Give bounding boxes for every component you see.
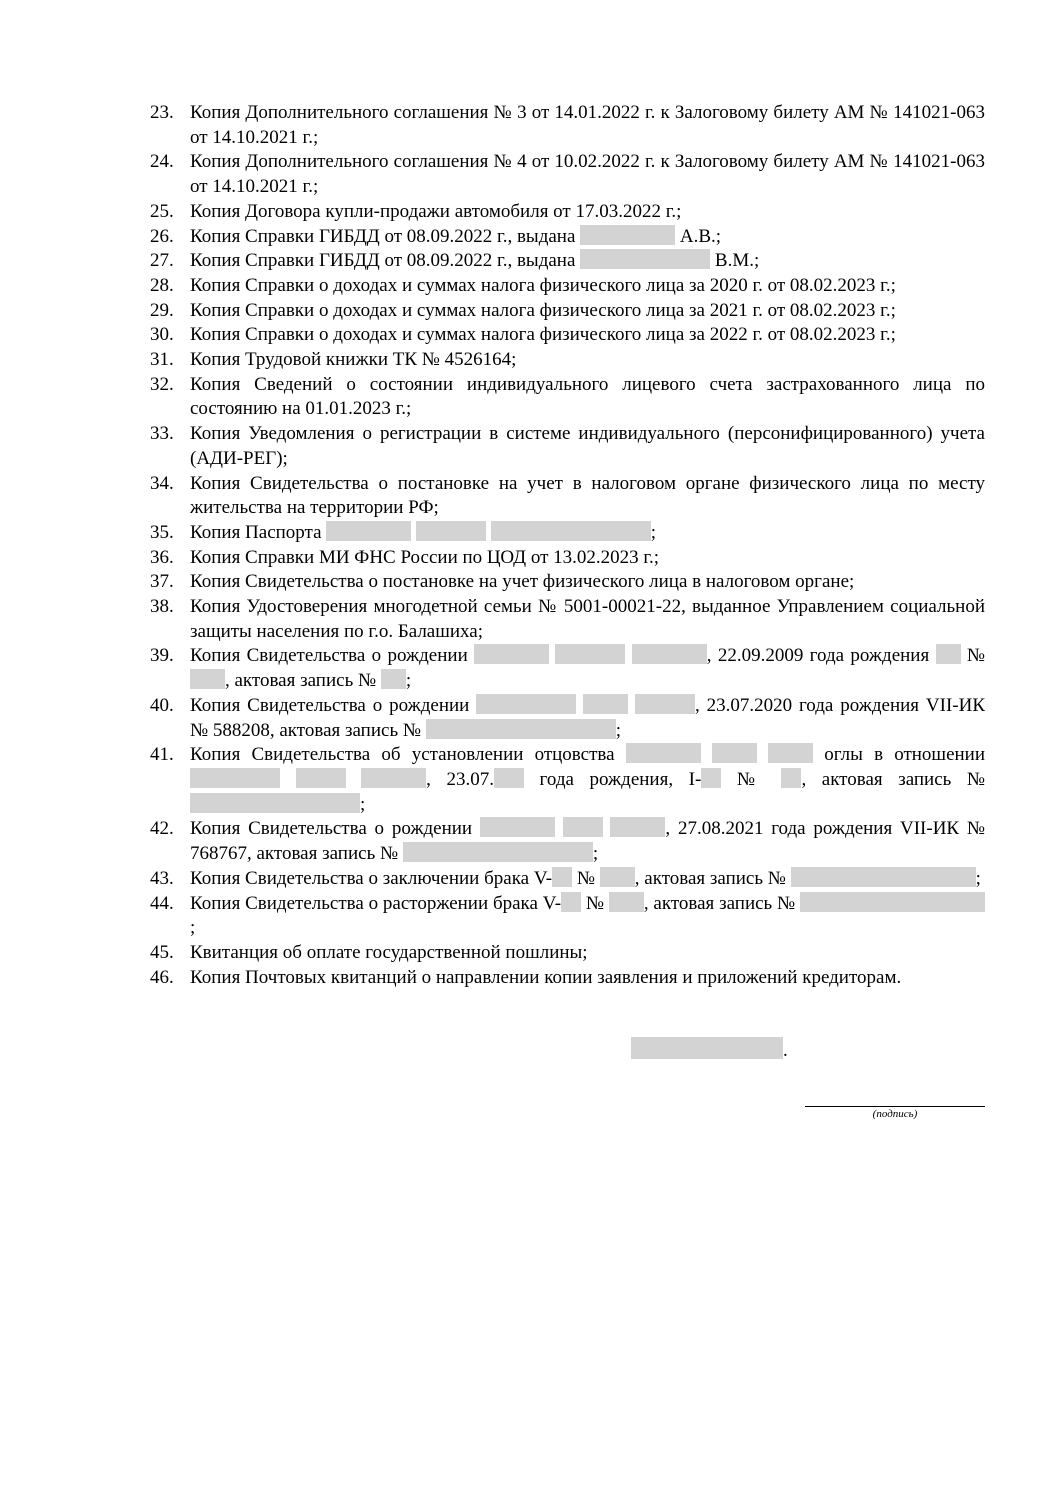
list-item — [150, 101, 985, 150]
item-number: 37. — [150, 571, 174, 593]
item-number: 30. — [150, 324, 174, 346]
text-segment: Копия Удостоверения многодетной семьи № 5001-00021-22, выданное Управлением социальной защиты населения по г.о. Балашиха; — [190, 596, 985, 642]
text-segment: Копия Справки ГИБДД от 08.09.2022 г., выдана — [190, 250, 581, 272]
item-number: 23. — [150, 102, 174, 123]
text-segment: Копия Свидетельства о рождении — [190, 694, 477, 716]
item-text — [190, 941, 985, 966]
redaction-box — [381, 669, 406, 689]
redaction-box — [426, 719, 616, 739]
item-number: 38. — [150, 596, 174, 618]
redaction-box — [480, 817, 555, 837]
text-segment: Копия Почтовых квитанций о направлении копии заявления и приложений кредиторам. — [190, 966, 902, 988]
text-segment: Копия Свидетельства о постановке на учет в налоговом органе физического лица по месту жительства на территории РФ; — [190, 472, 985, 519]
text-segment: , 23.07.2020 года рождения VII-ИК № 588208, актовая запись № — [190, 694, 986, 741]
item-number: 41. — [150, 744, 174, 766]
item-number: 43. — [150, 867, 174, 889]
redaction-box — [583, 694, 628, 714]
item-text — [190, 743, 985, 817]
list-item — [150, 299, 985, 324]
attachments-list — [150, 101, 985, 990]
text-segment — [603, 818, 611, 839]
text-segment: года рождения, I- — [523, 768, 702, 790]
list-item — [150, 225, 985, 250]
text-segment: А.В.; — [675, 225, 722, 247]
text-segment: Копия Справки МИ ФНС России по ЦОД от 13.02.2023 г.; — [190, 546, 660, 568]
item-text — [190, 101, 985, 150]
list-item — [150, 323, 985, 348]
text-segment: , 22.09.2009 года рождения — [706, 645, 936, 667]
redaction-box — [190, 768, 280, 788]
redaction-box — [416, 521, 486, 541]
item-text — [190, 274, 985, 299]
item-number: 42. — [150, 818, 174, 840]
list-item — [150, 249, 985, 274]
redaction-box — [561, 892, 581, 912]
item-number: 26. — [150, 225, 174, 247]
redaction-box — [190, 669, 225, 689]
text-segment — [701, 744, 712, 765]
list-item — [150, 743, 985, 817]
item-text — [190, 348, 985, 373]
list-item — [150, 422, 985, 471]
list-item — [150, 892, 985, 941]
list-item — [150, 373, 985, 422]
item-number: 32. — [150, 373, 174, 395]
item-text — [190, 694, 985, 743]
redaction-box — [701, 768, 721, 788]
item-text — [190, 225, 985, 250]
text-segment: , актовая запись № — [643, 892, 801, 914]
text-segment: Копия Уведомления о регистрации в системе индивидуального (персонифицированного) учета (АДИ-РЕГ); — [190, 423, 985, 469]
list-item — [150, 521, 985, 546]
item-number: 31. — [150, 349, 174, 371]
text-segment: Копия Справки о доходах и суммах налога физического лица за 2022 г. от 08.02.2023 г.; — [190, 324, 896, 346]
redaction-box — [494, 768, 524, 788]
text-segment: ; — [190, 917, 196, 939]
list-item — [150, 644, 985, 693]
item-text — [190, 892, 985, 941]
signature-period: . — [783, 1040, 788, 1061]
redaction-box — [552, 867, 572, 887]
list-item — [150, 941, 985, 966]
item-number: 25. — [150, 200, 174, 222]
item-text — [190, 546, 985, 571]
text-segment: , актовая запись № — [225, 670, 381, 692]
list-item — [150, 570, 985, 595]
item-text — [190, 472, 985, 521]
list-item — [150, 694, 985, 743]
redaction-box — [361, 768, 426, 788]
text-segment: Копия Справки о доходах и суммах налога физического лица за 2021 г. от 08.02.2023 г.; — [190, 299, 896, 321]
list-item — [150, 966, 985, 991]
item-number: 34. — [150, 472, 174, 494]
text-segment — [576, 695, 583, 716]
text-segment: № — [581, 892, 609, 914]
redaction-box — [474, 644, 549, 664]
signature-line — [805, 1106, 985, 1107]
item-number: 39. — [150, 645, 174, 667]
redaction-box — [791, 867, 976, 887]
redaction-box — [600, 867, 635, 887]
text-segment: Копия Дополнительного соглашения № 3 от 14.01.2022 г. к Залоговому билету АМ № 141021-063 от 14.10.2021 г.; — [190, 102, 985, 148]
item-text — [190, 817, 985, 866]
redaction-box — [580, 249, 710, 269]
item-text — [190, 966, 985, 991]
text-segment: Копия Свидетельства о рождении — [190, 818, 480, 840]
text-segment — [757, 744, 768, 765]
redaction-box — [476, 694, 576, 714]
text-segment: ; — [360, 793, 366, 815]
text-segment: Копия Свидетельства о расторжении брака V- — [190, 892, 562, 914]
text-segment: Копия Свидетельства о заключении брака V- — [190, 867, 553, 889]
list-item — [150, 150, 985, 199]
text-segment: В.М.; — [710, 250, 760, 272]
text-segment: Копия Свидетельства об установлении отцовства — [190, 744, 626, 766]
redaction-box — [580, 225, 675, 245]
item-text — [190, 595, 985, 644]
item-number: 46. — [150, 966, 174, 988]
item-text — [190, 644, 985, 693]
text-segment: оглы в отношении — [813, 744, 986, 766]
list-item — [150, 200, 985, 225]
redaction-box — [635, 694, 695, 714]
text-segment: Копия Трудовой книжки ТК № 4526164; — [190, 349, 517, 371]
item-number: 36. — [150, 546, 174, 568]
text-segment: , 27.08.2021 года рождения VII-ИК № 768767, актовая запись № — [190, 818, 985, 865]
item-text — [190, 867, 985, 892]
redaction-box — [936, 644, 961, 664]
redaction-box — [190, 793, 360, 813]
text-segment: Копия Сведений о состоянии индивидуального лицевого счета застрахованного лица по состоянию на 01.01.2023 г.; — [190, 373, 985, 420]
signer-name — [631, 1037, 788, 1062]
text-segment: Копия Справки о доходах и суммах налога физического лица за 2020 г. от 08.02.2023 г.; — [190, 274, 896, 296]
redaction-box — [631, 1037, 783, 1059]
text-segment: ; — [650, 521, 657, 543]
text-segment: Копия Справки ГИБДД от 08.09.2022 г., выдана — [190, 225, 581, 247]
item-number: 44. — [150, 892, 174, 914]
redaction-box — [296, 768, 346, 788]
text-segment: ; — [592, 843, 599, 865]
item-number: 28. — [150, 274, 174, 296]
redaction-box — [563, 817, 603, 837]
item-number: 35. — [150, 521, 174, 543]
text-segment — [628, 695, 635, 716]
item-number: 29. — [150, 299, 174, 321]
item-number: 27. — [150, 250, 174, 272]
text-segment: № — [721, 768, 782, 790]
item-text — [190, 373, 985, 422]
text-segment — [346, 769, 362, 790]
signature-label: (подпись) — [872, 1108, 918, 1120]
item-text — [190, 323, 985, 348]
item-text — [190, 521, 985, 546]
item-text — [190, 150, 985, 199]
text-segment — [280, 769, 296, 790]
text-segment: Копия Паспорта — [190, 521, 327, 543]
list-item — [150, 817, 985, 866]
text-segment: , 23.07. — [426, 768, 494, 790]
redaction-box — [781, 768, 801, 788]
item-text — [190, 570, 985, 595]
item-text — [190, 200, 985, 225]
text-segment: ; — [405, 670, 412, 692]
redaction-box — [632, 644, 707, 664]
list-item — [150, 274, 985, 299]
text-segment: № — [960, 645, 986, 667]
redaction-box — [800, 892, 985, 912]
list-item — [150, 348, 985, 373]
item-text — [190, 299, 985, 324]
redaction-box — [491, 521, 651, 541]
text-segment: Квитанция об оплате государственной пошлины; — [190, 941, 588, 963]
text-segment: № — [572, 867, 600, 889]
redaction-box — [768, 743, 813, 763]
redaction-box — [326, 521, 411, 541]
text-segment — [555, 818, 563, 839]
redaction-box — [610, 817, 665, 837]
redaction-box — [609, 892, 644, 912]
text-segment: , актовая запись № — [634, 867, 791, 889]
redaction-box — [626, 743, 701, 763]
list-item — [150, 867, 985, 892]
item-number: 33. — [150, 423, 174, 445]
text-segment: ; — [975, 867, 981, 889]
text-segment: ; — [615, 719, 622, 741]
item-number: 40. — [150, 694, 174, 716]
item-text — [190, 422, 985, 471]
redaction-box — [555, 644, 625, 664]
text-segment: , актовая запись № — [801, 768, 986, 790]
text-segment: Копия Свидетельства о рождении — [190, 645, 475, 667]
text-segment: Копия Дополнительного соглашения № 4 от 10.02.2022 г. к Залоговому билету АМ № 141021-063 от 14.10.2021 г.; — [190, 151, 985, 198]
list-item — [150, 595, 985, 644]
item-number: 24. — [150, 151, 174, 173]
text-segment: Копия Договора купли-продажи автомобиля от 17.03.2022 г.; — [190, 200, 682, 222]
list-item — [150, 472, 985, 521]
list-item — [150, 546, 985, 571]
item-text — [190, 249, 985, 274]
item-number: 45. — [150, 941, 174, 963]
redaction-box — [403, 842, 593, 862]
text-segment: Копия Свидетельства о постановке на учет физического лица в налоговом органе; — [190, 571, 855, 593]
redaction-box — [712, 743, 757, 763]
